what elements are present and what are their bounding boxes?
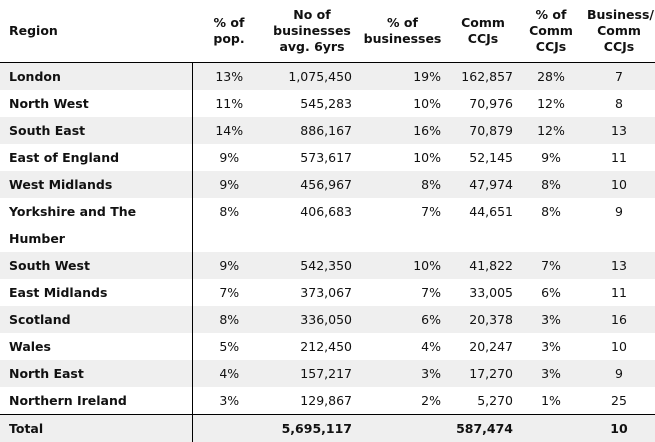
- row-pct-businesses: 7%: [421, 203, 441, 219]
- table-row: [0, 306, 655, 333]
- row-ratio: 9: [583, 360, 655, 387]
- row-pct-businesses: 10%: [413, 149, 441, 165]
- row-comm-ccjs: 44,651: [469, 203, 513, 219]
- row-pct-comm-ccjs: 3%: [519, 360, 583, 387]
- total-pct-businesses: [358, 414, 447, 442]
- row-pct-pop: 9%: [219, 149, 240, 165]
- row-pct-businesses: 19%: [358, 62, 447, 90]
- row-pct-comm-ccjs: 1%: [541, 392, 561, 408]
- row-pct-businesses: 3%: [358, 360, 447, 387]
- row-comm-ccjs: 162,857: [447, 62, 519, 90]
- row-comm-ccjs: 5,270: [477, 392, 513, 408]
- row-comm-ccjs: 52,145: [469, 149, 513, 165]
- row-comm-ccjs: 17,270: [447, 360, 519, 387]
- header-ratio: Business/ Comm CCJs: [587, 7, 654, 54]
- total-label: Total: [0, 414, 192, 442]
- total-pct-pop: [192, 414, 266, 442]
- header-comm-ccjs: Comm CCJs: [461, 15, 505, 46]
- row-ratio: 13: [583, 252, 655, 279]
- row-pct-businesses: 6%: [358, 306, 447, 333]
- row-ratio: 11: [611, 149, 627, 165]
- row-region: Yorkshire and The Humber: [0, 198, 192, 252]
- total-row: [0, 414, 655, 442]
- row-region: South West: [0, 252, 192, 279]
- row-pct-comm-ccjs: 7%: [519, 252, 583, 279]
- row-pct-pop: 9%: [192, 252, 266, 279]
- header-businesses: No of businesses avg. 6yrs: [273, 7, 351, 54]
- row-ratio: 16: [583, 306, 655, 333]
- row-ratio: 8: [615, 95, 623, 111]
- table-row: [0, 117, 655, 144]
- row-businesses: 406,683: [300, 203, 352, 219]
- total-businesses: 5,695,117: [266, 414, 358, 442]
- row-businesses: 157,217: [266, 360, 358, 387]
- row-region: East of England: [0, 144, 192, 171]
- table-row: [0, 90, 655, 117]
- header-pct-comm-ccjs: % of Comm CCJs: [529, 7, 573, 54]
- row-region: South East: [0, 117, 192, 144]
- row-pct-comm-ccjs: 12%: [537, 95, 565, 111]
- total-ratio: 10: [583, 414, 655, 442]
- table-row: [0, 252, 655, 279]
- row-region: Northern Ireland: [0, 387, 192, 415]
- row-ratio: 9: [615, 203, 623, 219]
- row-pct-businesses: 2%: [421, 392, 441, 408]
- header-region: Region: [9, 22, 58, 38]
- total-comm-ccjs: 587,474: [447, 414, 519, 442]
- row-businesses: 542,350: [266, 252, 358, 279]
- row-pct-comm-ccjs: 3%: [519, 306, 583, 333]
- row-businesses: 886,167: [266, 117, 358, 144]
- row-pct-comm-ccjs: 8%: [541, 203, 561, 219]
- row-pct-pop: 3%: [219, 392, 240, 408]
- row-ratio: 11: [611, 284, 627, 300]
- row-region: Wales: [0, 333, 192, 360]
- row-comm-ccjs: 33,005: [469, 284, 513, 300]
- row-comm-ccjs: 20,247: [469, 338, 513, 354]
- row-businesses: 545,283: [300, 95, 352, 111]
- header-pct-businesses: % of businesses: [363, 15, 442, 46]
- row-pct-pop: 11%: [215, 95, 244, 111]
- row-pct-pop: 5%: [219, 338, 240, 354]
- table-row: [0, 279, 655, 306]
- row-pct-comm-ccjs: 8%: [519, 171, 583, 198]
- table-row: [0, 171, 655, 198]
- row-businesses: 1,075,450: [266, 62, 358, 90]
- row-region: Scotland: [0, 306, 192, 333]
- row-region: East Midlands: [0, 279, 192, 306]
- row-ratio: 10: [583, 171, 655, 198]
- row-pct-pop: 4%: [192, 360, 266, 387]
- row-pct-pop: 8%: [192, 306, 266, 333]
- table-row: [0, 387, 655, 415]
- row-businesses: 373,067: [300, 284, 352, 300]
- row-comm-ccjs: 70,976: [469, 95, 513, 111]
- row-comm-ccjs: 20,378: [447, 306, 519, 333]
- table-row: [0, 62, 655, 90]
- row-ratio: 13: [583, 117, 655, 144]
- row-ratio: 10: [611, 338, 627, 354]
- row-comm-ccjs: 41,822: [447, 252, 519, 279]
- total-pct-comm-ccjs: [519, 414, 583, 442]
- row-comm-ccjs: 70,879: [447, 117, 519, 144]
- table-row: [0, 144, 655, 171]
- row-businesses: 573,617: [300, 149, 352, 165]
- row-pct-pop: 13%: [192, 62, 266, 90]
- table-row: [0, 360, 655, 387]
- row-businesses: 456,967: [266, 171, 358, 198]
- row-pct-businesses: 8%: [358, 171, 447, 198]
- row-pct-businesses: 10%: [358, 252, 447, 279]
- row-pct-businesses: 4%: [421, 338, 441, 354]
- row-pct-comm-ccjs: 28%: [519, 62, 583, 90]
- table-row: [0, 198, 655, 252]
- row-pct-businesses: 16%: [358, 117, 447, 144]
- row-pct-pop: 14%: [192, 117, 266, 144]
- row-region: North West: [0, 90, 192, 117]
- row-pct-comm-ccjs: 9%: [541, 149, 561, 165]
- row-businesses: 129,867: [300, 392, 352, 408]
- row-pct-comm-ccjs: 12%: [519, 117, 583, 144]
- row-region: West Midlands: [0, 171, 192, 198]
- header-row: [0, 0, 655, 62]
- header-pct-pop: % of pop.: [213, 15, 245, 46]
- row-pct-comm-ccjs: 3%: [541, 338, 561, 354]
- row-comm-ccjs: 47,974: [447, 171, 519, 198]
- row-pct-comm-ccjs: 6%: [541, 284, 561, 300]
- row-pct-pop: 7%: [219, 284, 240, 300]
- row-region: North East: [0, 360, 192, 387]
- row-businesses: 212,450: [300, 338, 352, 354]
- row-pct-businesses: 7%: [421, 284, 441, 300]
- row-ratio: 7: [583, 62, 655, 90]
- row-pct-pop: 9%: [192, 171, 266, 198]
- row-region: London: [0, 62, 192, 90]
- row-pct-businesses: 10%: [413, 95, 441, 111]
- row-businesses: 336,050: [266, 306, 358, 333]
- table-row: [0, 333, 655, 360]
- row-pct-pop: 8%: [219, 203, 240, 219]
- row-ratio: 25: [611, 392, 627, 408]
